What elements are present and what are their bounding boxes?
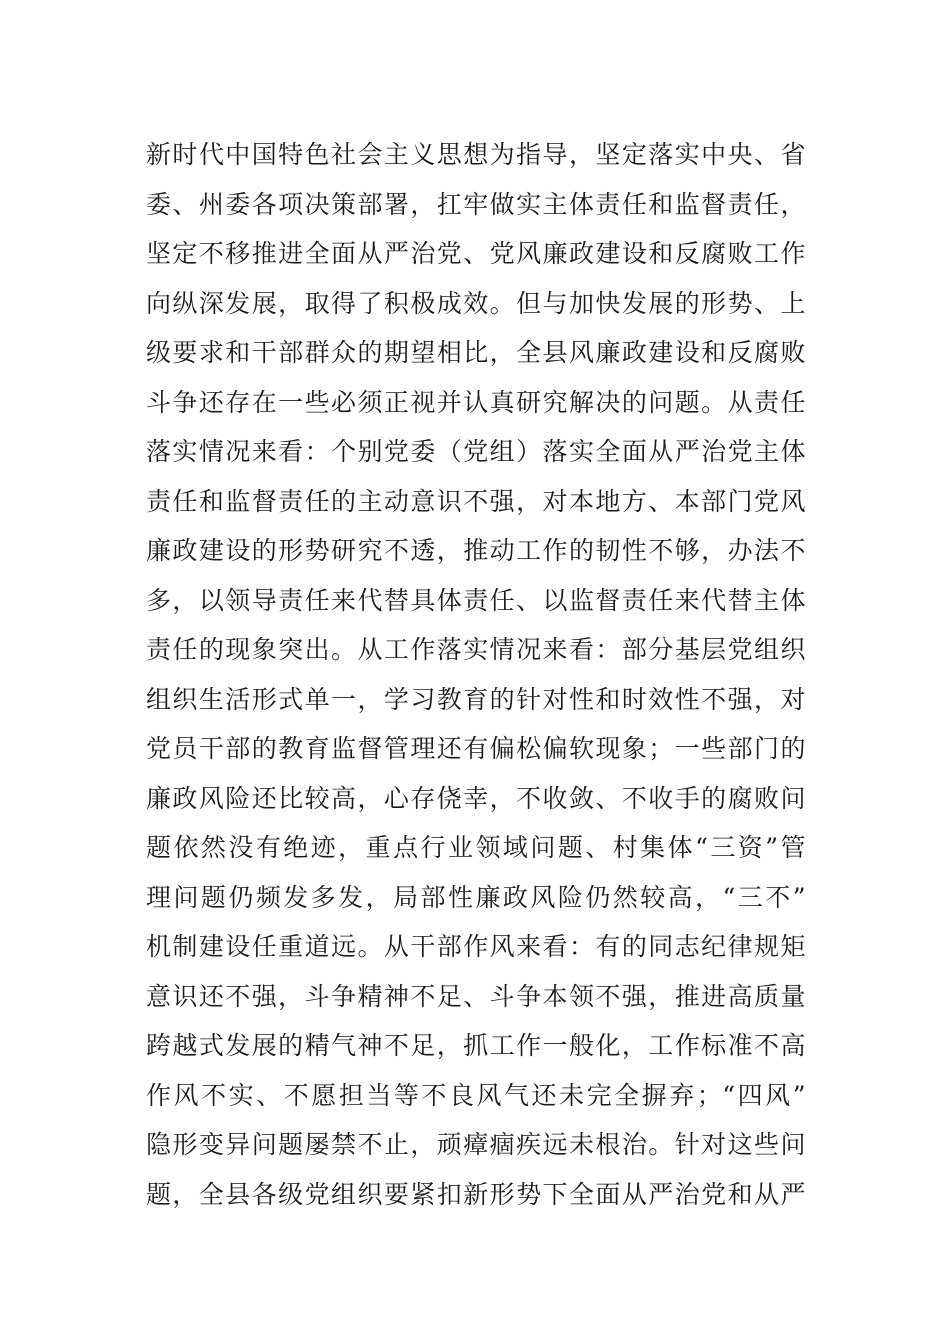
text-line: 廉政建设的形势研究不透，推动工作的韧性不够，办法不 (146, 536, 806, 565)
text-line: 机制建设任重道远。从干部作风来看：有的同志纪律规矩 (146, 932, 806, 961)
text-line: 落实情况来看：个别党委（党组）落实全面从严治党主体 (146, 437, 806, 466)
text-line: 向纵深发展，取得了积极成效。但与加快发展的形势、上 (146, 288, 806, 318)
text-line: 意识还不强，斗争精神不足、斗争本领不强，推进高质量 (146, 981, 806, 1011)
text-line: 跨越式发展的精气神不足，抓工作一般化，工作标准不高 (146, 1031, 806, 1060)
text-line: 隐形变异问题屡禁不止，顽瘴痼疾远未根治。针对这些问 (146, 1130, 806, 1159)
text-line: 多，以领导责任来代替具体责任、以监督责任来代替主体 (146, 585, 806, 615)
text-line: 廉政风险还比较高，心存侥幸，不收敛、不收手的腐败问 (146, 783, 806, 813)
text-line: 委、州委各项决策部署，扛牢做实主体责任和监督责任， (146, 189, 806, 219)
text-line: 党员干部的教育监督管理还有偏松偏软现象；一些部门的 (146, 734, 806, 763)
text-line: 作风不实、不愿担当等不良风气还未完全摒弃；“四风” (146, 1080, 806, 1110)
text-line: 责任的现象突出。从工作落实情况来看：部分基层党组织 (146, 635, 806, 664)
text-line: 级要求和干部群众的期望相比，全县风廉政建设和反腐败 (146, 338, 806, 367)
text-line: 理问题仍频发多发，局部性廉政风险仍然较高，“三不” (146, 882, 806, 912)
text-line: 斗争还存在一些必须正视并认真研究解决的问题。从责任 (146, 387, 806, 417)
body-text (146, 130, 806, 1219)
text-line: 组织生活形式单一，学习教育的针对性和时效性不强，对 (146, 684, 806, 714)
text-line: 题，全县各级党组织要紧扣新形势下全面从严治党和从严 (146, 1179, 806, 1209)
text-line: 坚定不移推进全面从严治党、党风廉政建设和反腐败工作 (146, 239, 806, 268)
text-line: 题依然没有绝迹，重点行业领域问题、村集体“三资”管 (146, 833, 806, 862)
text-line: 新时代中国特色社会主义思想为指导，坚定落实中央、省 (146, 140, 806, 169)
text-line: 责任和监督责任的主动意识不强，对本地方、本部门党风 (146, 486, 806, 516)
